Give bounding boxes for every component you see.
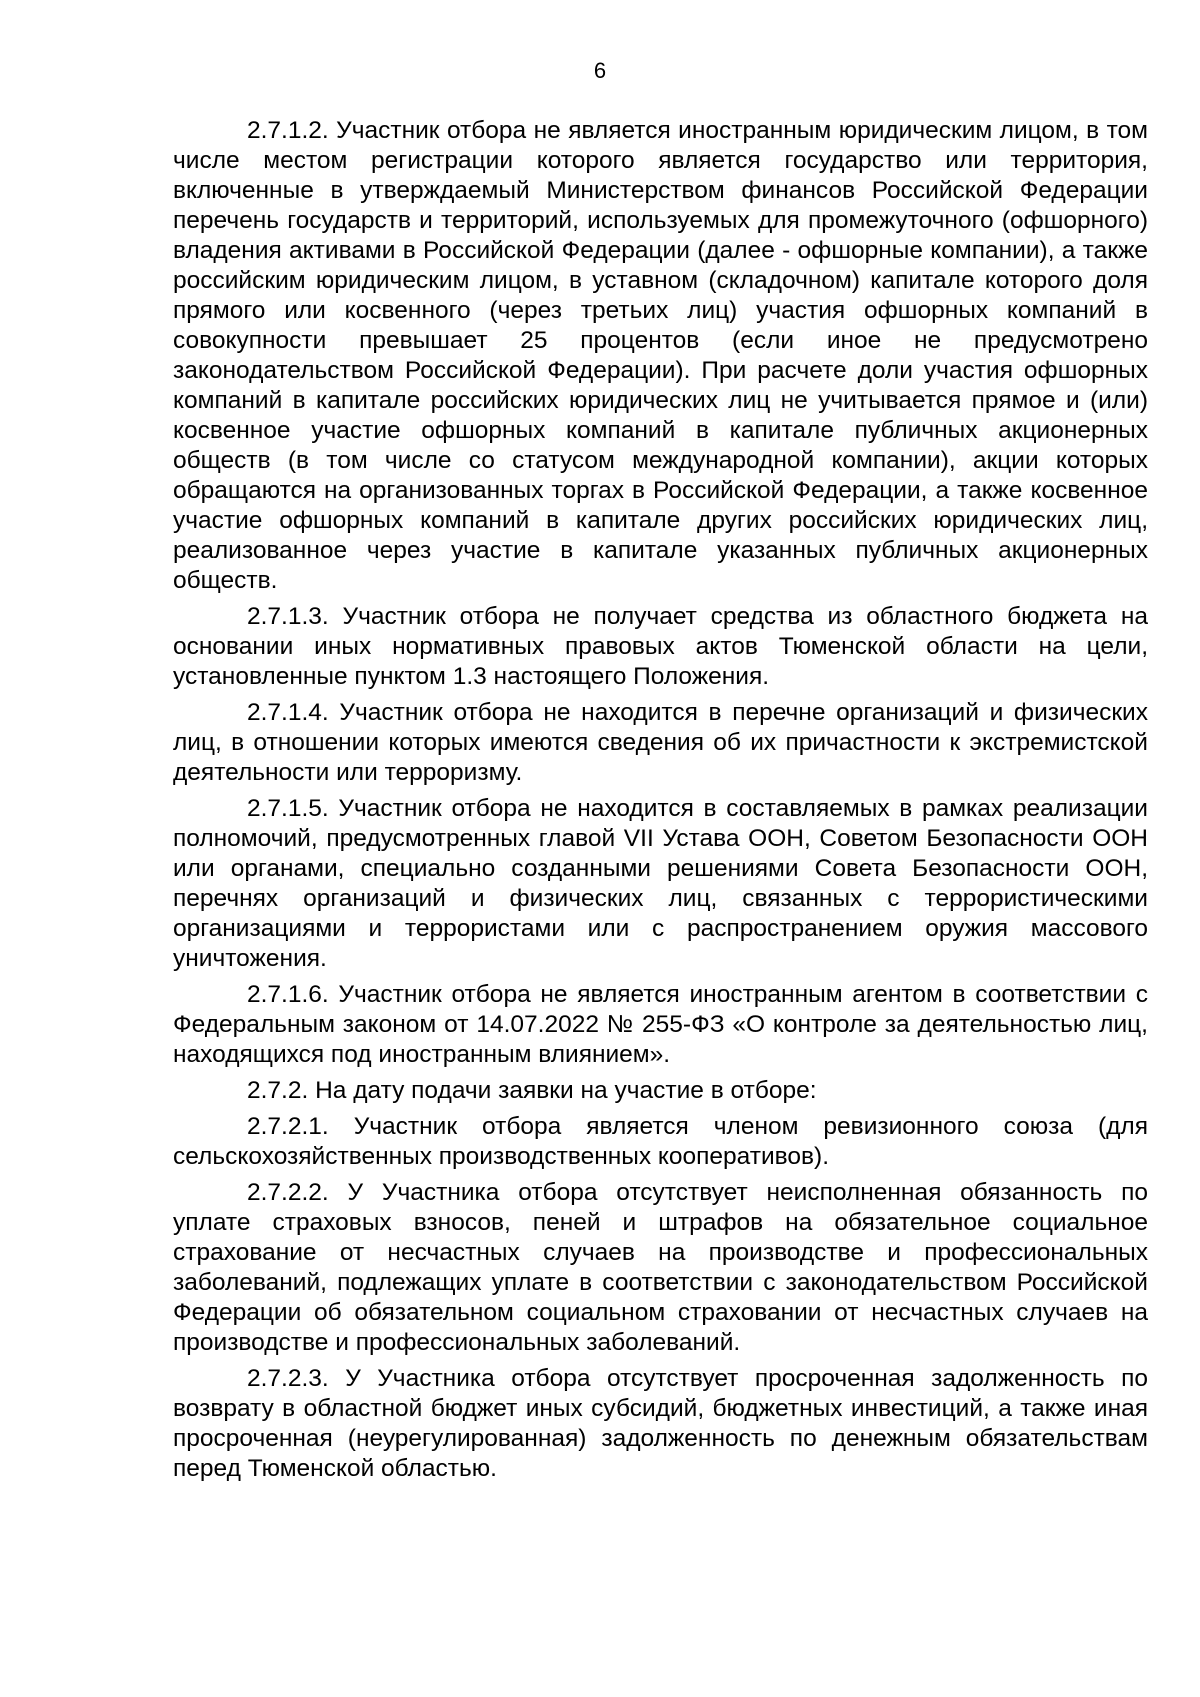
page-number: 6 xyxy=(593,58,607,83)
paragraph-2-7-2-3: 2.7.2.3. У Участника отбора отсутствует просроченная задолженность по возврату в областной бюджет иных субсидий, бюджетных инвестиций, а также иная просроченная (неурегулированная) задолженность по денежным обязательствам перед Тюменской областью. xyxy=(173,1365,1148,1482)
paragraph-2-7-2: 2.7.2. На дату подачи заявки на участие в отборе: xyxy=(247,1077,817,1104)
paragraph-2-7-1-4: 2.7.1.4. Участник отбора не находится в перечне организаций и физических лиц, в отношении которых имеются сведения об их причастности к экстремистской деятельности или терроризму. xyxy=(173,699,1148,786)
paragraph-2-7-1-5: 2.7.1.5. Участник отбора не находится в составляемых в рамках реализации полномочий, предусмотренных главой VII Устава ООН, Советом Безопасности ООН или органами, специально созданными решениями Совета Безопасности ООН, перечнях организаций и физических лиц, связанных с террористическими организациями и террористами или с распространением оружия массового уничтожения. xyxy=(173,795,1148,972)
document-body xyxy=(173,116,1148,1490)
paragraph-2-7-2-2: 2.7.2.2. У Участника отбора отсутствует неисполненная обязанность по уплате страховых взносов, пеней и штрафов на обязательное социальное страхование от несчастных случаев на производстве и профессиональных заболеваний, подлежащих уплате в соответствии с законодательством Российской Федерации об обязательном социальном страховании от несчастных случаев на производстве и профессиональных заболеваний. xyxy=(173,1179,1148,1356)
paragraph-2-7-1-2: 2.7.1.2. Участник отбора не является иностранным юридическим лицом, в том числе местом регистрации которого является государство или территория, включенные в утверждаемый Министерством финансов Российской Федерации перечень государств и территорий, используемых для промежуточного (офшорного) владения активами в Российской Федерации (далее - офшорные компании), а также российским юридическим лицом, в уставном (складочном) капитале которого доля прямого или косвенного (через третьих лиц) участия офшорных компаний в совокупности превышает 25 процентов (если иное не предусмотрено законодательством Российской Федерации). При расчете доли участия офшорных компаний в капитале российских юридических лиц не учитывается прямое и (или) косвенное участие офшорных компаний в капитале публичных акционерных обществ (в том числе со статусом международной компании), акции которых обращаются на организованных торгах в Российской Федерации, а также косвенное участие офшорных компаний в капитале других российских юридических лиц, реализованное через участие в капитале указанных публичных акционерных обществ. xyxy=(173,117,1148,594)
paragraph-2-7-1-6: 2.7.1.6. Участник отбора не является иностранным агентом в соответствии с Федеральным законом от 14.07.2022 № 255-ФЗ «О контроле за деятельностью лиц, находящихся под иностранным влиянием». xyxy=(173,981,1148,1068)
paragraph-2-7-2-1: 2.7.2.1. Участник отбора является членом ревизионного союза (для сельскохозяйственных производственных кооперативов). xyxy=(173,1113,1148,1170)
paragraph-2-7-1-3: 2.7.1.3. Участник отбора не получает средства из областного бюджета на основании иных нормативных правовых актов Тюменской области на цели, установленные пунктом 1.3 настоящего Положения. xyxy=(173,603,1148,690)
